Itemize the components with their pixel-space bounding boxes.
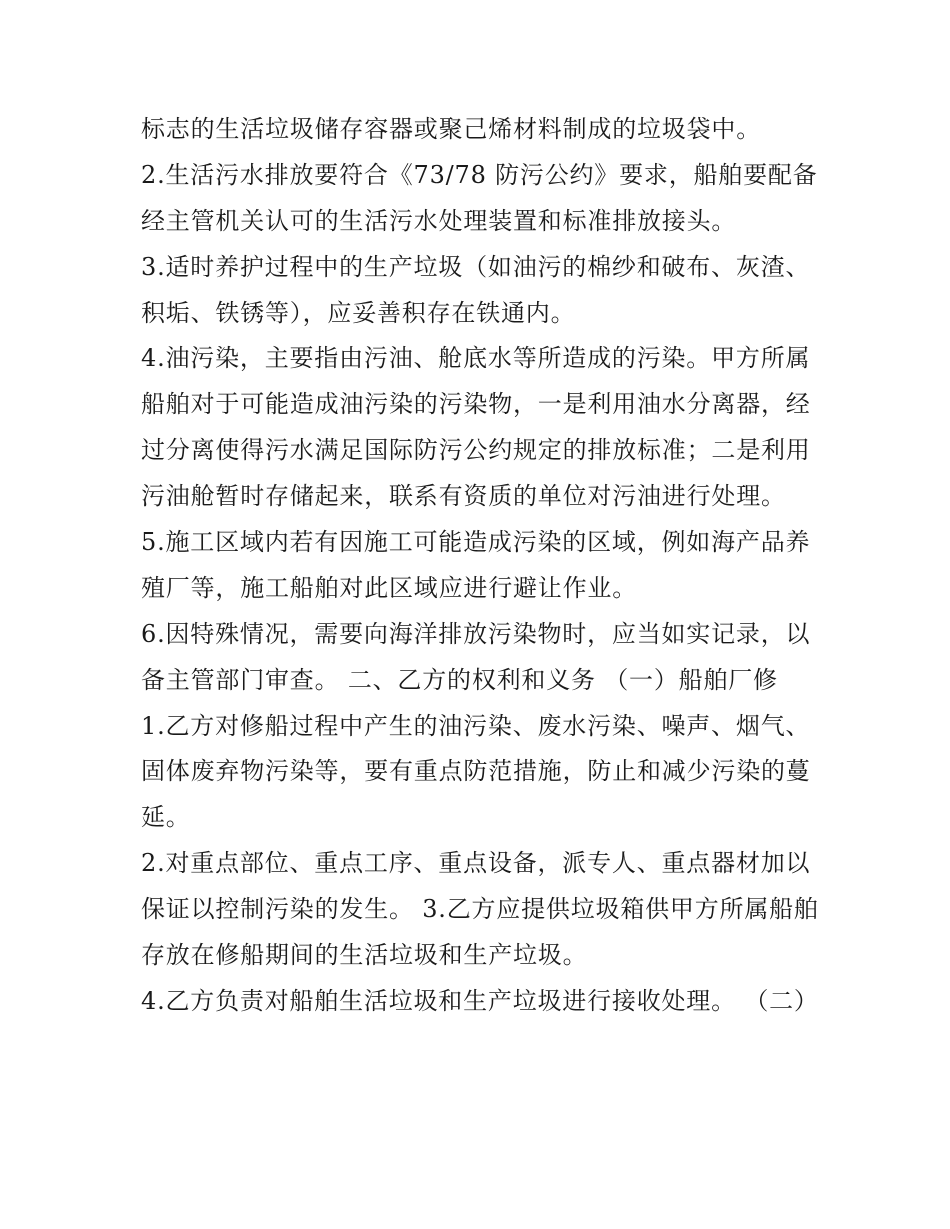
text-line: 3.适时养护过程中的生产垃圾（如油污的棉纱和破布、灰渣、 (141, 252, 811, 281)
text-line: 备主管部门审查。 二、乙方的权利和义务 （一）船舶厂修 (141, 665, 778, 694)
text-line: 固体废弃物污染等，要有重点防范措施，防止和减少污染的蔓 (141, 757, 811, 786)
text-line: 过分离使得污水满足国际防污公约规定的排放标准；二是利用 (141, 436, 811, 465)
text-line: 污油舱暂时存储起来，联系有资质的单位对污油进行处理。 (141, 482, 786, 511)
text-line: 船舶对于可能造成油污染的污染物，一是利用油水分离器，经 (141, 390, 811, 419)
text-line: 5.施工区域内若有因施工可能造成污染的区域，例如海产品养 (141, 528, 811, 557)
text-line: 4.乙方负责对船舶生活垃圾和生产垃圾进行接收处理。 （二） (141, 986, 819, 1015)
text-line: 存放在修船期间的生活垃圾和生产垃圾。 (141, 941, 588, 970)
text-line: 延。 (141, 803, 191, 832)
text-line: 积垢、铁锈等），应妥善积存在铁通内。 (141, 298, 576, 327)
text-line: 4.油污染，主要指由污油、舱底水等所造成的污染。甲方所属 (141, 344, 811, 373)
text-line: 经主管机关认可的生活污水处理装置和标准排放接头。 (141, 206, 737, 235)
text-line: 1.乙方对修船过程中产生的油污染、废水污染、噪声、烟气、 (141, 711, 811, 740)
text-line: 保证以控制污染的发生。 3.乙方应提供垃圾箱供甲方所属船舶 (141, 895, 819, 924)
text-line: 2.对重点部位、重点工序、重点设备，派专人、重点器材加以 (141, 849, 811, 878)
text-line: 2.生活污水排放要符合《73/78 防污公约》要求，船舶要配备 (141, 160, 818, 189)
text-line: 标志的生活垃圾储存容器或聚己烯材料制成的垃圾袋中。 (141, 115, 761, 143)
text-line: 殖厂等，施工船舶对此区域应进行避让作业。 (141, 573, 637, 602)
document-body (141, 107, 821, 1025)
text-line: 6.因特殊情况，需要向海洋排放污染物时，应当如实记录，以 (141, 619, 811, 648)
